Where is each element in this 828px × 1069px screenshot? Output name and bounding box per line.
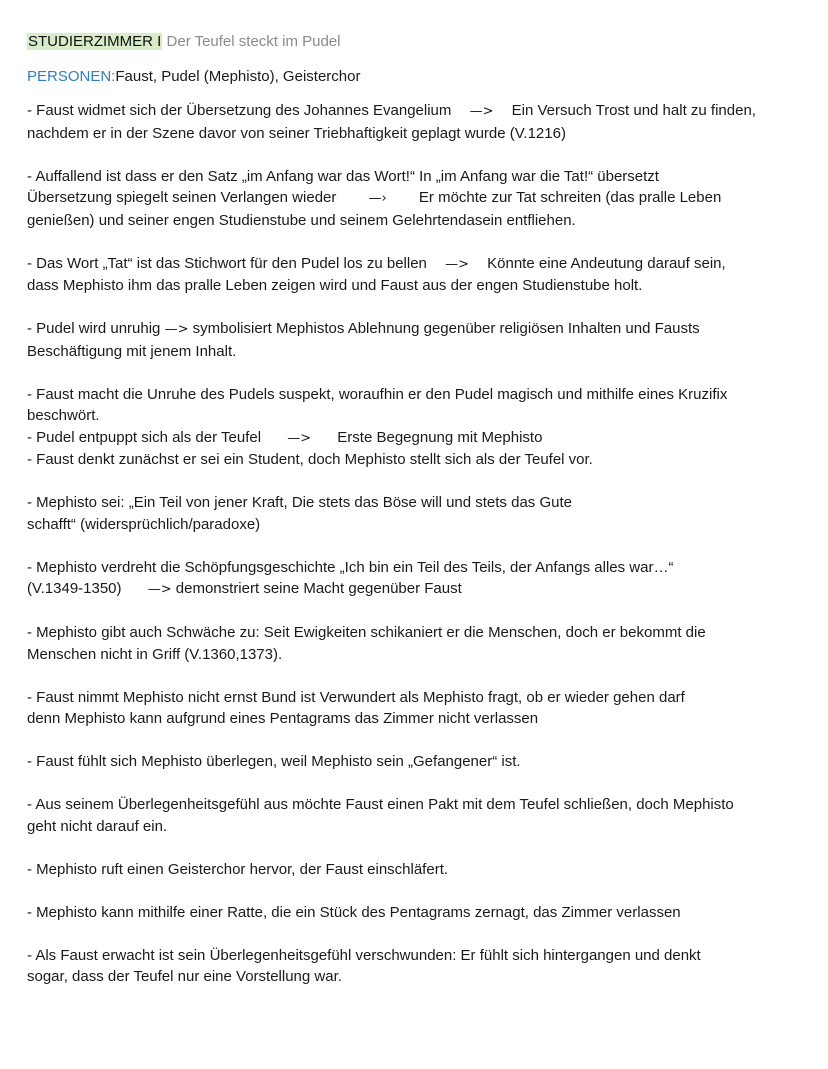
note-text: - Pudel entpuppt sich als der Teufel (27, 428, 262, 446)
note-text: - Faust macht die Unruhe des Pudels suspekt, woraufhin er den Pudel magisch und mithilfe eines Kruzifix (27, 385, 728, 403)
note-text: - Faust denkt zunächst er sei ein Student, doch Mephisto stellt sich als der Teufel vor. (27, 451, 593, 468)
note-text: Erste Begegnung mit Mephisto (337, 428, 543, 446)
persons-label: PERSONEN: (27, 67, 116, 85)
note-paragraph (27, 902, 808, 924)
note-paragraph (27, 384, 808, 471)
note-text: dass Mephisto ihm das pralle Leben zeigen wird und Faust aus der engen Studienstube holt. (27, 277, 643, 294)
document-header (27, 31, 808, 53)
arrow-icon: —> (445, 256, 469, 272)
note-text: schafft“ (widersprüchlich/paradoxe) (27, 515, 261, 533)
note-paragraph (27, 166, 808, 232)
note-text: beschwört. (27, 407, 100, 424)
note-paragraph (27, 253, 808, 297)
note-text: - Mephisto gibt auch Schwäche zu: Seit Ewigkeiten schikaniert er die Menschen, doch er bekommt die (27, 624, 706, 641)
note-text: Beschäftigung mit jenem Inhalt. (27, 342, 237, 360)
note-text: Übersetzung spiegelt seinen Verlangen wieder (27, 189, 337, 206)
note-text: - Mephisto verdreht die Schöpfungsgeschichte „Ich bin ein Teil des Teils, der Anfangs alles war…“ (27, 558, 674, 576)
note-text: Menschen nicht in Griff (V.1360,1373). (27, 645, 283, 663)
note-text: - Pudel wird unruhig (27, 320, 161, 337)
note-paragraph (27, 557, 808, 601)
persons-value: Faust, Pudel (Mephisto), Geisterchor (115, 67, 361, 85)
arrow-icon: —> (147, 582, 172, 597)
note-text: demonstriert seine Macht gegenüber Faust (175, 580, 462, 597)
note-text: - Als Faust erwacht ist sein Überlegenheitsgefühl verschwunden: Er fühlt sich hintergangen und denkt (27, 946, 701, 964)
note-text: (V.1349-1350) (27, 580, 122, 597)
note-text: geht nicht darauf ein. (27, 817, 168, 835)
note-text: sogar, dass der Teufel nur eine Vorstellung war. (27, 968, 342, 985)
document-subtitle: Der Teufel steckt im Pudel (166, 33, 341, 50)
arrow-icon: —> (287, 430, 312, 446)
note-text: - Mephisto kann mithilfe einer Ratte, die ein Stück des Pentagrams zernagt, das Zimmer verlassen (27, 903, 681, 921)
note-text: Könnte eine Andeutung darauf sein, (487, 254, 726, 272)
note-text: denn Mephisto kann aufgrund eines Pentagrams das Zimmer nicht verlassen (27, 710, 539, 727)
note-text: nachdem er in der Szene davor von seiner Triebhaftigkeit geplagt wurde (V.1216) (27, 124, 566, 142)
note-text: - Mephisto sei: „Ein Teil von jener Kraft, Die stets das Böse will und stets das Gute (27, 494, 572, 511)
note-text: - Faust fühlt sich Mephisto überlegen, weil Mephisto sein „Gefangener“ ist. (27, 753, 521, 770)
note-text: Er möchte zur Tat schreiten (das pralle Leben (418, 189, 722, 206)
note-paragraph (27, 100, 808, 144)
note-text: - Auffallend ist dass er den Satz „im Anfang war das Wort!“ In „im Anfang war die Tat!“ übersetzt (27, 167, 659, 185)
note-paragraph (27, 794, 808, 837)
note-paragraph (27, 622, 808, 665)
note-text: - Mephisto ruft einen Geisterchor hervor, der Faust einschläfert. (27, 860, 449, 878)
document-title: STUDIERZIMMER I (28, 33, 162, 50)
note-text: genießen) und seiner engen Studienstube und seinem Gelehrtendasein entfliehen. (27, 211, 576, 229)
note-text: - Das Wort „Tat“ ist das Stichwort für den Pudel los zu bellen (27, 254, 427, 272)
note-paragraph (27, 687, 808, 730)
note-paragraph (27, 492, 808, 535)
note-text: - Faust nimmt Mephisto nicht ernst Bund ist Verwundert als Mephisto fragt, ob er wieder gehen darf (27, 688, 685, 706)
note-text: symbolisiert Mephistos Ablehnung gegenüber religiösen Inhalten und Fausts (192, 320, 700, 337)
note-text: - Aus seinem Überlegenheitsgefühl aus möchte Faust einen Pakt mit dem Teufel schließen, doch Mephisto (27, 796, 734, 813)
note-paragraph (27, 318, 808, 362)
arrow-icon: —› (368, 191, 387, 206)
persons-line (27, 66, 808, 88)
note-text: Ein Versuch Trost und halt zu finden, (511, 102, 756, 119)
note-text: - Faust widmet sich der Übersetzung des Johannes Evangelium (27, 102, 452, 119)
arrow-icon: —> (164, 322, 189, 337)
note-paragraph (27, 859, 808, 881)
note-paragraph (27, 751, 808, 773)
note-paragraph (27, 945, 808, 988)
arrow-icon: —> (469, 104, 494, 119)
